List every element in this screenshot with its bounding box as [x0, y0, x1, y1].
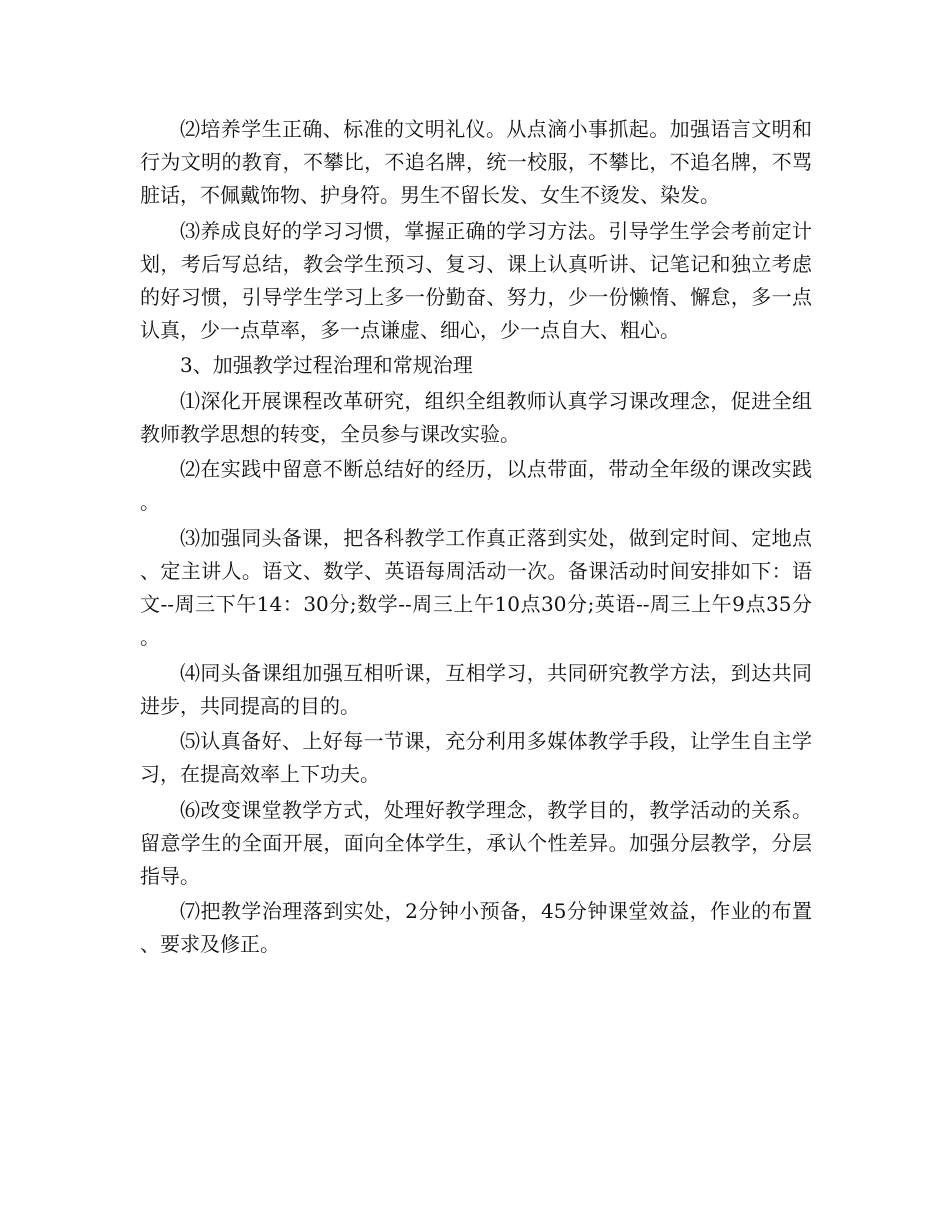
paragraph-lesson-preparation: ⑶加强同头备课，把各科教学工作真正落到实处，做到定时间、定地点、定主讲人。语文、数学、英语每周活动一次。备课活动时间安排如下：语文--周三下午14：30分;数学--周三上午10点30分;英语--周三上午9点35分。	[140, 525, 812, 649]
paragraph-study-habits: ⑶养成良好的学习习惯，掌握正确的学习方法。引导学生学会考前定计划，考后写总结，教会学生预习、复习、课上认真听讲、记笔记和独立考虑的好习惯，引导学生学习上多一份勤奋、努力，少一份懒惰、懈怠，多一点认真，少一点草率，多一点谦虚、细心，少一点自大、粗心。	[140, 218, 812, 342]
paragraph-summarize-experience: ⑵在实践中留意不断总结好的经历，以点带面，带动全年级的课改实践。	[140, 457, 812, 515]
document-page	[140, 113, 812, 964]
section-heading-teaching-management: 3、加强教学过程治理和常规治理	[180, 353, 473, 378]
paragraph-teaching-governance: ⑺把教学治理落到实处，2分钟小预备，45分钟课堂效益，作业的布置、要求及修正。	[140, 899, 812, 957]
paragraph-curriculum-reform: ⑴深化开展课程改革研究，组织全组教师认真学习课改理念，促进全组教师教学思想的转变，全员参与课改实验。	[140, 388, 812, 446]
paragraph-teaching-methods: ⑹改变课堂教学方式，处理好教学理念，教学目的，教学活动的关系。留意学生的全面开展，面向全体学生，承认个性差异。加强分层教学，分层指导。	[140, 797, 812, 888]
paragraph-every-lesson: ⑸认真备好、上好每一节课，充分利用多媒体教学手段，让学生自主学习，在提高效率上下功夫。	[140, 729, 812, 787]
paragraph-etiquette: ⑵培养学生正确、标准的文明礼仪。从点滴小事抓起。加强语言文明和行为文明的教育，不攀比，不追名牌，统一校服，不攀比，不追名牌，不骂脏话，不佩戴饰物、护身符。男生不留长发、女生不烫发、染发。	[140, 117, 812, 207]
paragraph-mutual-observation: ⑷同头备课组加强互相听课，互相学习，共同研究教学方法，到达共同进步，共同提高的目的。	[140, 660, 812, 718]
